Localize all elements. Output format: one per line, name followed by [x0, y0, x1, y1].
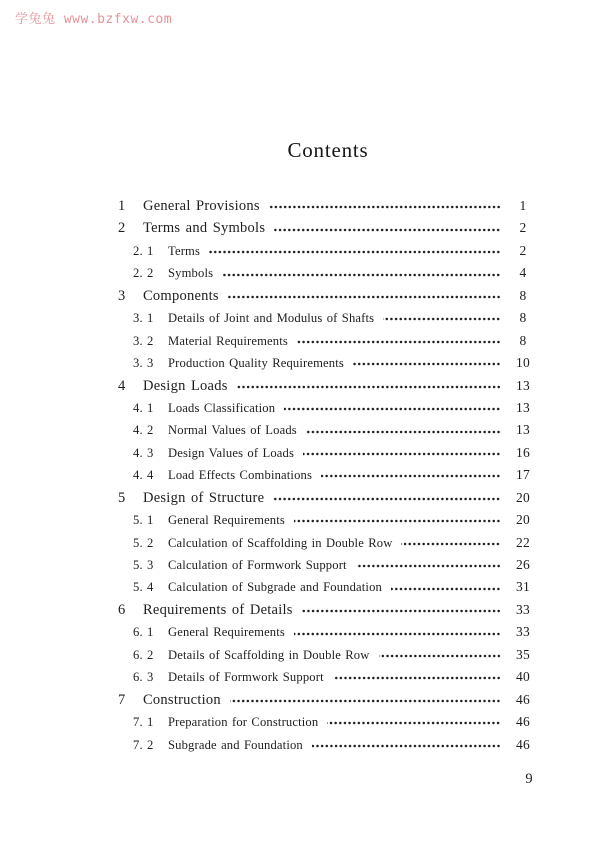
toc-entry-page: 17	[515, 467, 531, 483]
dot-leader	[294, 632, 501, 636]
toc-entry-title: Terms	[168, 243, 201, 258]
toc-entry-number: 7	[118, 691, 126, 708]
dot-leader	[353, 362, 501, 366]
toc-entry-number: 4. 1	[133, 400, 154, 415]
toc-entry-number: 2	[118, 220, 126, 237]
toc-entry-number: 1	[118, 198, 126, 214]
toc-entry-number: 3	[118, 287, 126, 304]
watermark: 学兔兔 www.bzfxw.com	[15, 12, 173, 27]
toc-entry-title: Normal Values of Loads	[168, 423, 297, 438]
toc-entry-page: 46	[515, 736, 531, 752]
toc-entry-page: 1	[519, 198, 527, 213]
toc-entry-page: 26	[515, 557, 531, 572]
toc-entry-page: 8	[519, 287, 527, 303]
toc-entry	[118, 333, 538, 355]
toc-entry-number: 5. 2	[133, 535, 154, 550]
toc-entry-number: 6. 3	[133, 670, 154, 685]
toc-entry	[118, 310, 538, 332]
toc-entry	[118, 624, 538, 646]
toc-entry-title: Details of Scaffolding in Double Row	[168, 647, 370, 662]
toc-entry	[118, 602, 538, 624]
toc-entry-page: 33	[515, 624, 531, 640]
toc-entry-title: Calculation of Formwork Support	[168, 558, 347, 572]
toc-entry-title: Components	[143, 287, 219, 304]
toc-entry	[118, 579, 538, 601]
dot-leader	[302, 609, 501, 613]
toc-entry-number: 2. 1	[133, 243, 154, 258]
toc-entry-page: 20	[515, 512, 531, 528]
toc-entry	[118, 400, 538, 422]
toc-entry	[118, 467, 538, 489]
toc-entry-title: Terms and Symbols	[143, 220, 266, 237]
dot-leader	[303, 452, 501, 456]
toc-entry-title: Subgrade and Foundation	[168, 737, 303, 752]
toc-entry	[118, 557, 538, 579]
toc-entry-title: Calculation of Scaffolding in Double Row	[168, 535, 393, 550]
toc-entry-title: Calculation of Subgrade and Foundation	[168, 580, 382, 595]
toc-entry-page: 33	[515, 601, 531, 617]
toc-entry-page: 13	[515, 399, 531, 415]
toc-entry-page: 8	[519, 310, 527, 326]
toc-entry-page: 35	[515, 646, 531, 662]
dot-leader	[379, 654, 502, 658]
dot-leader	[383, 317, 501, 321]
dot-leader	[237, 385, 501, 389]
dot-leader	[333, 676, 501, 680]
toc-entry-number: 7. 2	[133, 737, 154, 752]
toc-entry-title: Design of Structure	[143, 489, 265, 506]
dot-leader	[274, 228, 501, 232]
dot-leader	[356, 564, 501, 568]
toc-entry	[118, 692, 538, 714]
toc-entry-number: 5. 3	[133, 558, 154, 572]
toc-entry-page: 13	[515, 422, 531, 438]
folio-page-number: 9	[525, 771, 533, 787]
toc-entry	[118, 647, 538, 669]
toc-entry-number: 3. 2	[133, 333, 154, 348]
toc-entry-number: 2. 2	[133, 266, 154, 281]
toc-entry	[118, 714, 538, 736]
toc-entry-number: 7. 1	[133, 715, 154, 730]
toc-entry-number: 3. 3	[133, 356, 154, 371]
dot-leader	[321, 474, 501, 478]
toc-entry-number: 4. 4	[133, 468, 154, 483]
toc-entry-title: Design Values of Loads	[168, 445, 295, 460]
dot-leader	[273, 497, 501, 501]
dot-leader	[306, 430, 501, 434]
toc-entry-page: 16	[515, 444, 531, 460]
toc-entry-title: Material Requirements	[168, 333, 288, 348]
toc-entry-page: 31	[515, 579, 531, 595]
toc-entry-page: 10	[515, 355, 531, 371]
toc-entry-title: General Requirements	[168, 513, 285, 528]
toc-entry-number: 6. 1	[133, 625, 154, 640]
dot-leader	[230, 699, 501, 703]
toc-entry-title: Preparation for Construction	[168, 715, 319, 730]
toc-list	[118, 198, 538, 759]
toc-entry-page: 20	[515, 489, 531, 505]
toc-entry	[118, 535, 538, 557]
toc-entry-page: 2	[519, 220, 527, 236]
toc-entry-page: 13	[515, 377, 531, 393]
toc-entry-title: Load Effects Combinations	[168, 468, 313, 483]
toc-entry-title: General Requirements	[168, 625, 285, 640]
toc-entry-page: 40	[515, 669, 531, 685]
toc-entry-number: 4. 3	[133, 445, 154, 460]
toc-entry-page: 2	[519, 242, 527, 258]
toc-entry	[118, 422, 538, 444]
toc-entry-page: 46	[515, 691, 531, 707]
dot-leader	[294, 519, 501, 523]
toc-entry	[118, 445, 538, 467]
toc-entry-title: Symbols	[168, 266, 214, 281]
toc-entry-number: 4	[118, 377, 126, 394]
toc-entry-page: 22	[515, 534, 531, 550]
dot-leader	[312, 744, 501, 748]
toc-entry	[118, 669, 538, 691]
toc-entry	[118, 512, 538, 534]
toc-entry-title: Details of Formwork Support	[168, 670, 324, 685]
toc-entry-title: General Provisions	[143, 198, 260, 214]
toc-entry-number: 3. 1	[133, 311, 154, 326]
toc-entry-title: Details of Joint and Modulus of Shafts	[168, 311, 375, 326]
toc-entry-number: 5	[118, 489, 126, 506]
dot-leader	[209, 250, 501, 254]
toc-entry-number: 5. 1	[133, 513, 154, 528]
toc-entry-number: 4. 2	[133, 423, 154, 438]
dot-leader	[228, 295, 501, 299]
toc-entry-title: Production Quality Requirements	[168, 356, 344, 371]
toc-entry-page: 8	[519, 332, 527, 348]
toc-entry-title: Construction	[143, 691, 221, 708]
toc-entry-number: 6	[118, 601, 126, 618]
toc-entry-title: Loads Classification	[168, 400, 276, 415]
toc-entry-page: 46	[515, 714, 531, 730]
toc-entry	[118, 355, 538, 377]
toc-entry	[118, 737, 538, 759]
toc-entry	[118, 265, 538, 287]
toc-entry-title: Design Loads	[143, 377, 228, 394]
dot-leader	[269, 205, 501, 209]
dot-leader	[297, 340, 501, 344]
dot-leader	[284, 407, 501, 411]
dot-leader	[222, 273, 501, 277]
toc-entry	[118, 243, 538, 265]
toc-entry	[118, 490, 538, 512]
toc-entry	[118, 220, 538, 242]
toc-entry	[118, 198, 538, 220]
toc-entry	[118, 288, 538, 310]
toc-entry-title: Requirements of Details	[143, 601, 293, 618]
dot-leader	[391, 587, 501, 591]
toc-entry	[118, 378, 538, 400]
dot-leader	[401, 542, 501, 546]
dot-leader	[327, 721, 501, 725]
toc-entry-number: 5. 4	[133, 580, 154, 595]
toc-entry-page: 4	[519, 265, 527, 281]
page-title: Contents	[287, 138, 369, 162]
toc-entry-number: 6. 2	[133, 647, 154, 662]
